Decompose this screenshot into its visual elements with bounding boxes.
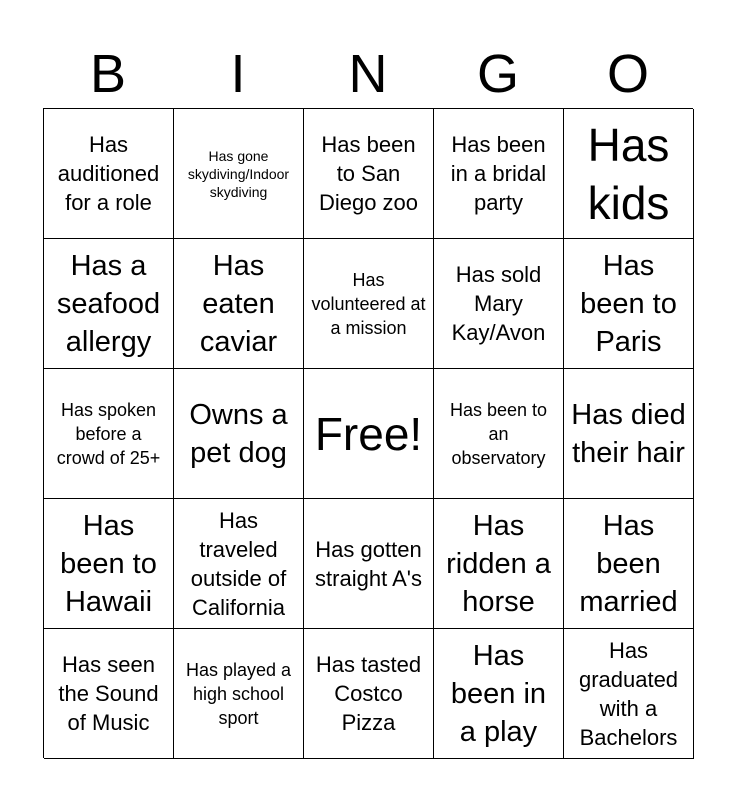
header-letter-i: I xyxy=(230,44,246,104)
header-letter-g: G xyxy=(476,44,519,104)
bingo-cell[interactable]: Owns a pet dog xyxy=(174,369,304,499)
bingo-cell[interactable]: Has spoken before a crowd of 25+ xyxy=(44,369,174,499)
bingo-cell[interactable]: Has been to an observatory xyxy=(434,369,564,499)
bingo-cell[interactable]: Has volunteered at a mission xyxy=(304,239,434,369)
bingo-cell[interactable]: Has graduated with a Bachelors xyxy=(564,629,694,759)
bingo-cell[interactable]: Has traveled outside of California xyxy=(174,499,304,629)
free-space-cell[interactable]: Free! xyxy=(304,369,434,499)
bingo-cell[interactable]: Has sold Mary Kay/Avon xyxy=(434,239,564,369)
bingo-cell[interactable]: Has played a high school sport xyxy=(174,629,304,759)
bingo-cell[interactable]: Has ridden a horse xyxy=(434,499,564,629)
bingo-cell[interactable]: Has gone skydiving/Indoor skydiving xyxy=(174,109,304,239)
bingo-cell[interactable]: Has been to San Diego zoo xyxy=(304,109,434,239)
bingo-cell[interactable]: Has died their hair xyxy=(564,369,694,499)
bingo-card-grid xyxy=(43,108,693,758)
bingo-cell[interactable]: Has been to Hawaii xyxy=(44,499,174,629)
bingo-cell[interactable]: Has eaten caviar xyxy=(174,239,304,369)
bingo-cell[interactable]: Has tasted Costco Pizza xyxy=(304,629,434,759)
bingo-cell[interactable]: Has kids xyxy=(564,109,694,239)
bingo-header xyxy=(43,40,693,108)
bingo-cell[interactable]: Has been in a bridal party xyxy=(434,109,564,239)
bingo-cell[interactable]: Has been in a play xyxy=(434,629,564,759)
bingo-cell[interactable]: Has gotten straight A's xyxy=(304,499,434,629)
header-letter-o: O xyxy=(606,44,649,104)
header-letter-b: B xyxy=(89,44,127,104)
bingo-cell[interactable]: Has been married xyxy=(564,499,694,629)
header-letter-n: N xyxy=(348,44,388,104)
bingo-cell[interactable]: Has a seafood allergy xyxy=(44,239,174,369)
bingo-cell[interactable]: Has been to Paris xyxy=(564,239,694,369)
bingo-cell[interactable]: Has auditioned for a role xyxy=(44,109,174,239)
bingo-cell[interactable]: Has seen the Sound of Music xyxy=(44,629,174,759)
